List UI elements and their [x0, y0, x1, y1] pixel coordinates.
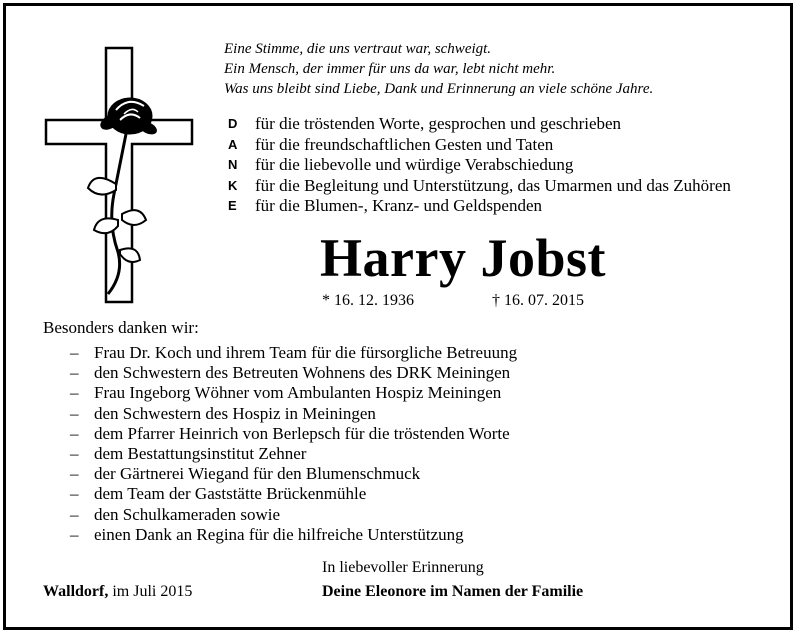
life-dates [322, 292, 584, 310]
list-item [70, 444, 517, 464]
list-item-text: den Schwestern des Hospiz in Meiningen [94, 403, 376, 423]
danke-row [228, 114, 731, 135]
dash: – [70, 423, 79, 443]
list-item [70, 484, 517, 504]
danke-text: für die liebevolle und würdige Verabschiedung [255, 155, 574, 174]
list-item [70, 343, 517, 363]
dash: – [70, 343, 79, 362]
list-item-text: dem Bestattungsinstitut Zehner [94, 444, 307, 464]
danke-letter: N [228, 157, 238, 172]
dash: – [70, 363, 79, 383]
dash: – [70, 464, 79, 484]
poem-line: Ein Mensch, der immer für uns da war, lebt nicht mehr. [224, 61, 556, 77]
thanks-list [70, 343, 517, 545]
list-item [70, 525, 517, 545]
place-name: Walldorf, [43, 583, 109, 600]
list-item [70, 505, 517, 525]
death-date: † 16. 07. 2015 [492, 292, 584, 309]
list-item [70, 464, 517, 484]
list-item-text: den Schulkameraden sowie [94, 504, 280, 524]
closing-phrase: In liebevoller Erinnerung [322, 559, 484, 576]
danke-row [228, 176, 731, 197]
list-item-text: der Gärtnerei Wiegand für den Blumenschmuck [94, 464, 421, 484]
danke-letter: D [228, 116, 238, 131]
dash: – [70, 383, 79, 403]
dash: – [70, 444, 79, 464]
dash: – [70, 403, 79, 423]
thanks-heading: Besonders danken wir: [43, 318, 199, 337]
obituary-notice [3, 3, 793, 630]
list-item-text: dem Pfarrer Heinrich von Berlepsch für die tröstenden Worte [94, 423, 510, 443]
danke-acrostic [228, 114, 731, 217]
birth-date: * 16. 12. 1936 [322, 292, 414, 309]
memorial-poem [224, 39, 653, 99]
danke-letter: A [228, 136, 238, 152]
list-item [70, 404, 517, 424]
list-item-text: dem Team der Gaststätte Brückenmühle [94, 484, 367, 504]
list-item-text: Frau Ingeborg Wöhner vom Ambulanten Hospiz Meiningen [94, 383, 502, 403]
dash: – [70, 504, 79, 524]
list-item-text: den Schwestern des Betreuten Wohnens des DRK Meiningen [94, 363, 511, 383]
signature: Deine Eleonore im Namen der Familie [322, 583, 584, 600]
place-date: im Juli 2015 [108, 583, 193, 600]
danke-text: für die tröstenden Worte, gesprochen und geschrieben [255, 114, 622, 133]
deceased-name: Harry Jobst [320, 228, 606, 288]
list-item [70, 424, 517, 444]
list-item [70, 363, 517, 383]
danke-letter: E [228, 198, 237, 213]
dash: – [70, 484, 79, 504]
danke-text: für die freundschaftlichen Gesten und Taten [255, 134, 554, 154]
danke-row [228, 155, 731, 176]
dash: – [70, 524, 79, 544]
danke-text: für die Begleitung und Unterstützung, das Umarmen und das Zuhören [255, 175, 731, 195]
place-and-date [43, 583, 192, 601]
danke-text: für die Blumen-, Kranz- und Geldspenden [255, 196, 543, 215]
danke-row [228, 135, 731, 156]
list-item-text: einen Dank an Regina für die hilfreiche Unterstützung [94, 524, 464, 544]
poem-line: Was uns bleibt sind Liebe, Dank und Erinnerung an viele schöne Jahre. [224, 81, 654, 97]
danke-letter: K [228, 177, 238, 193]
list-item-text: Frau Dr. Koch und ihrem Team für die fürsorgliche Betreuung [94, 343, 518, 362]
poem-line: Eine Stimme, die uns vertraut war, schweigt. [224, 41, 492, 57]
danke-row [228, 196, 731, 217]
list-item [70, 383, 517, 403]
